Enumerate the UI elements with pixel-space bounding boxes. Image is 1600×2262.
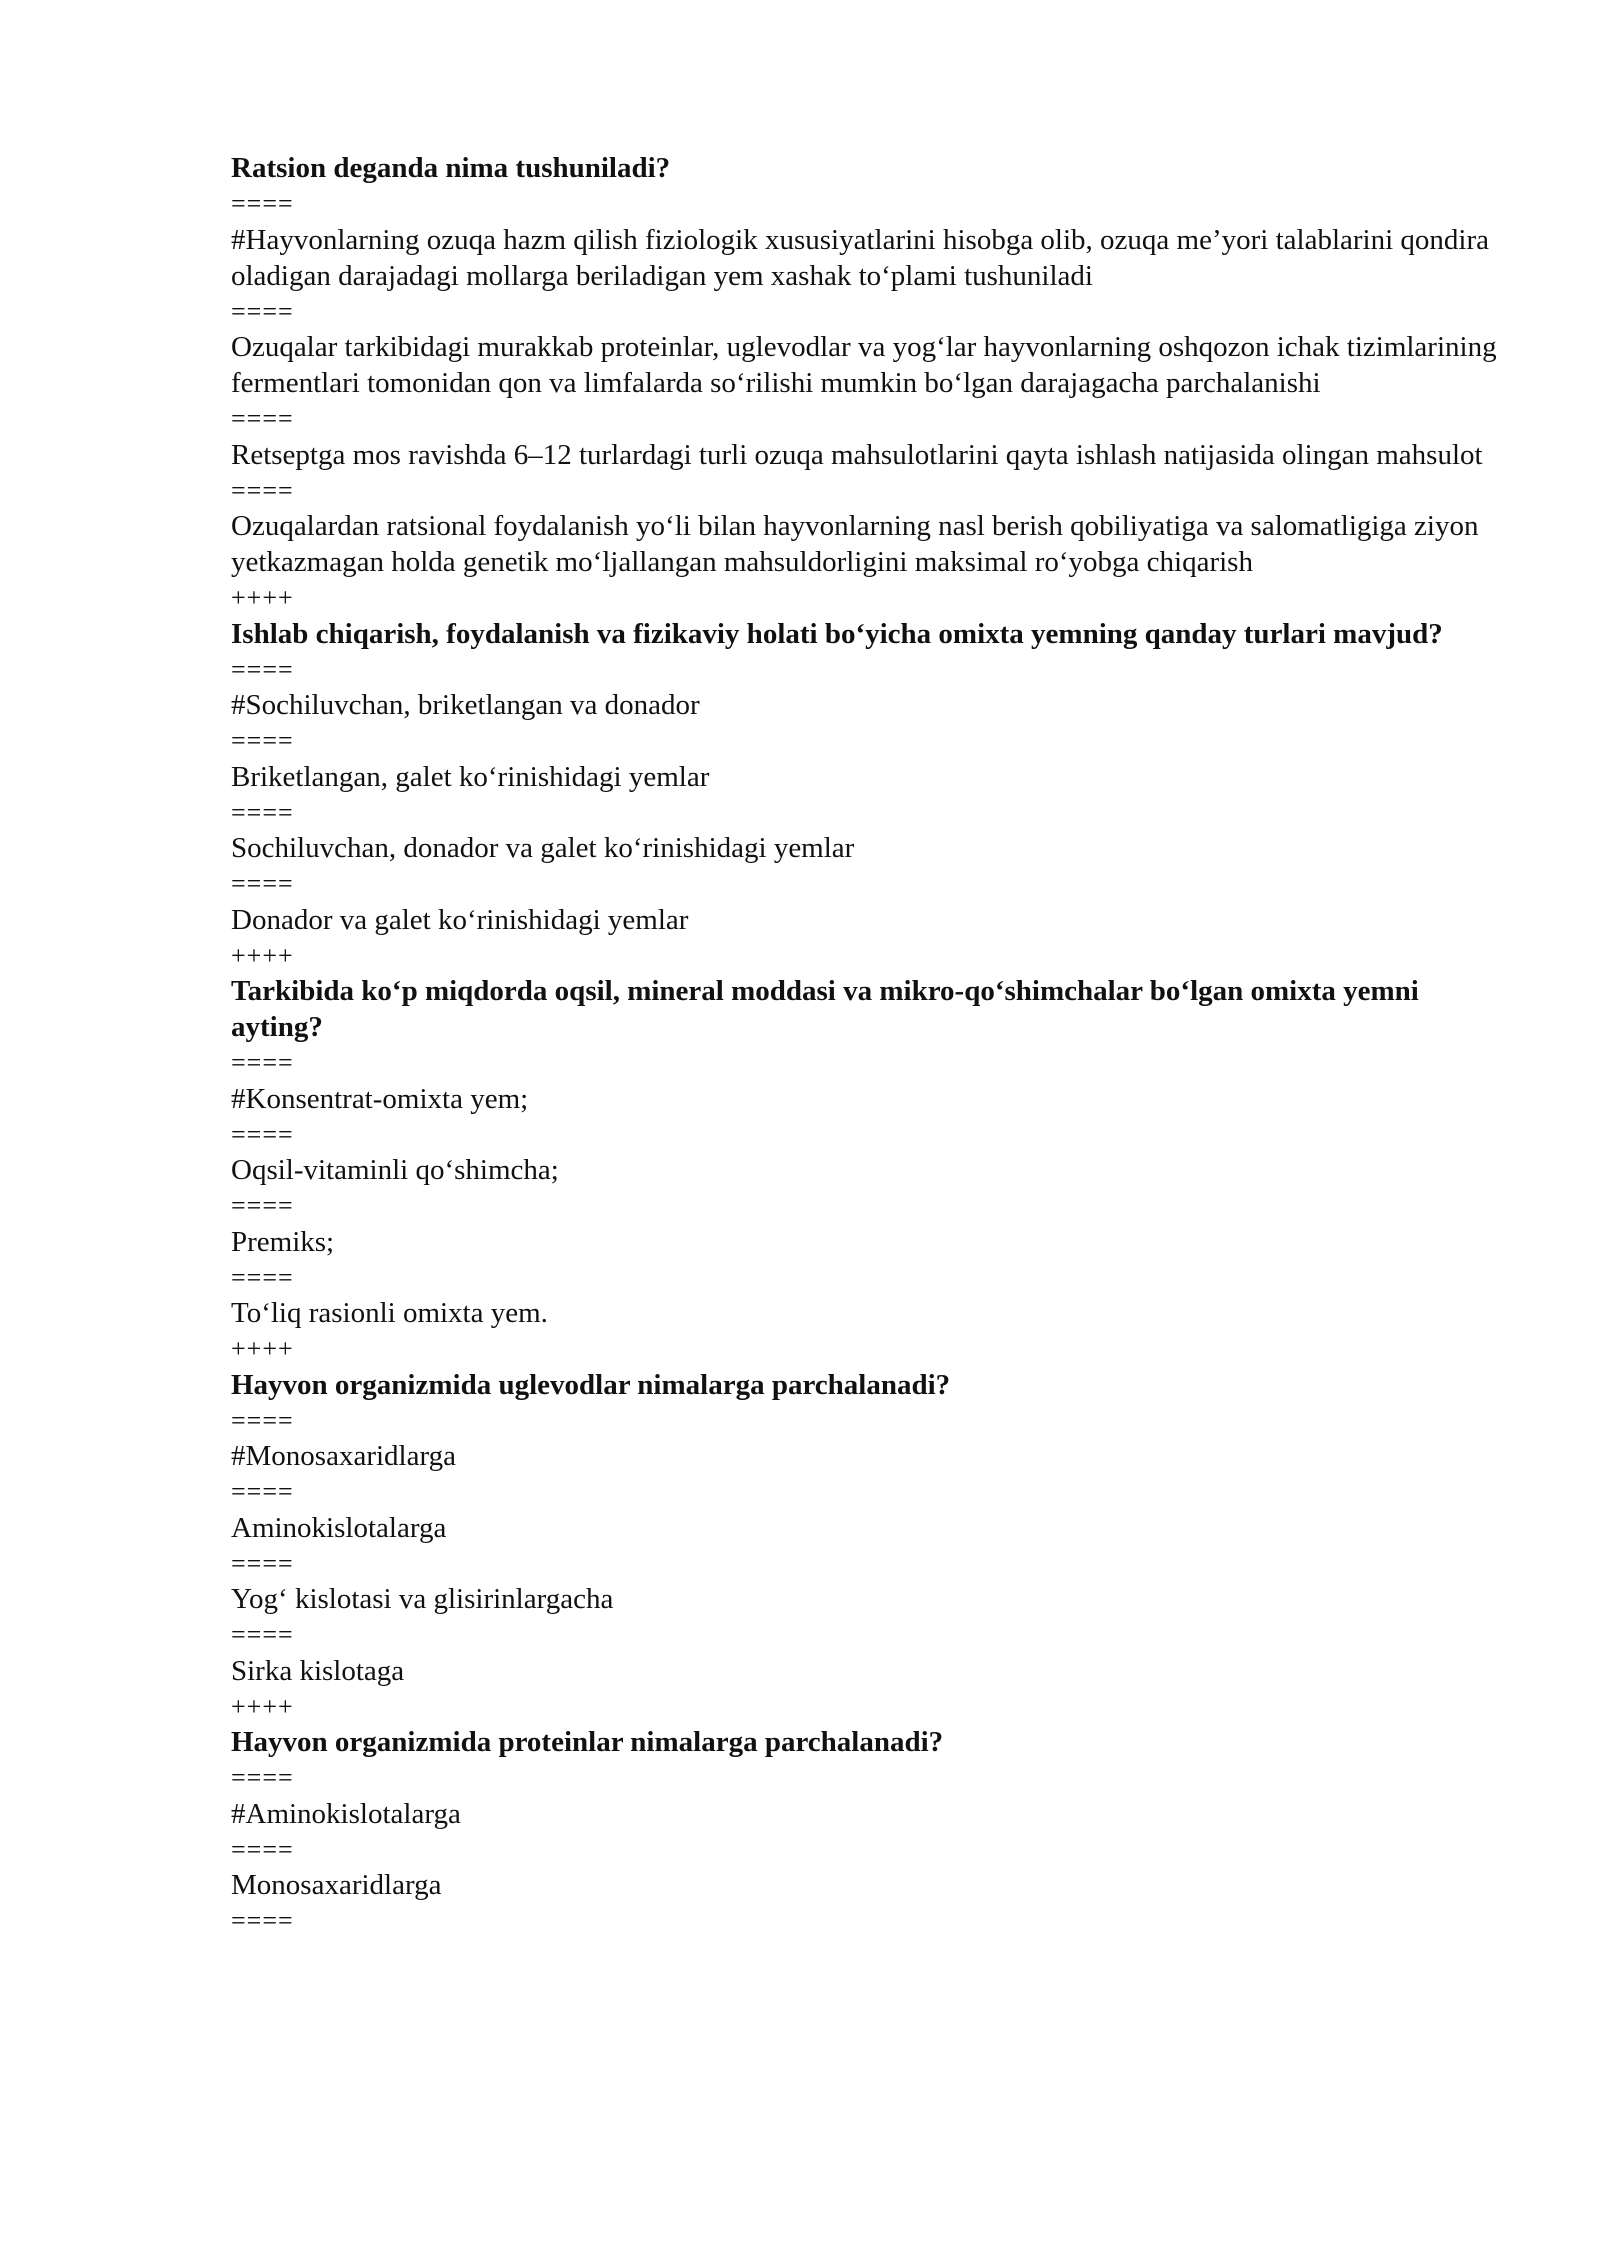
- separator-line: ++++: [231, 1691, 294, 1721]
- answer-option: Aminokislotalarga: [231, 1511, 447, 1544]
- separator-line: ====: [231, 296, 294, 326]
- separator-line: ====: [231, 1191, 294, 1220]
- separator-line: ====: [231, 1834, 294, 1864]
- answer-option: #Hayvonlarning ozuqa hazm qilish fiziologik xususiyatlarini hisobga olib, ozuqa me’yori talablarini qondira oladigan darajadagi mollarga beriladigan yem xashak to‘plami tushuniladi: [231, 223, 1489, 292]
- answer-option: Retseptga mos ravishda 6–12 turlardagi turli ozuqa mahsulotlarini qayta ishlash natijasida olingan mahsulot: [231, 438, 1483, 471]
- answer-option: Yog‘ kislotasi va glisirinlargacha: [231, 1583, 614, 1615]
- question-text: Ishlab chiqarish, foydalanish va fizikaviy holati bo‘yicha omixta yemning qanday turlari mavjud?: [231, 617, 1443, 650]
- separator-line: ====: [231, 869, 294, 898]
- question-text: Hayvon organizmida uglevodlar nimalarga parchalanadi?: [231, 1368, 951, 1401]
- separator-line: ====: [231, 1262, 294, 1292]
- answer-option: Oqsil-vitaminli qo‘shimcha;: [231, 1154, 559, 1186]
- separator-line: ====: [231, 404, 294, 433]
- separator-line: ====: [231, 1477, 294, 1506]
- separator-line: ++++: [231, 1334, 294, 1363]
- answer-option: Ozuqalardan ratsional foydalanish yo‘li bilan hayvonlarning nasl berish qobiliyatiga va salomatligiga ziyon yetkazmagan holda genetik mo‘ljallangan mahsuldorligini maksimal ro‘yobga chiqarish: [231, 510, 1479, 578]
- separator-line: ====: [231, 654, 294, 684]
- separator-line: ====: [231, 1906, 294, 1935]
- separator-line: ====: [231, 1548, 294, 1578]
- separator-line: ====: [231, 726, 294, 755]
- question-text: Tarkibida ko‘p miqdorda oqsil, mineral moddasi va mikro-qo‘shimchalar bo‘lgan omixta yemni ayting?: [231, 975, 1419, 1043]
- separator-line: ====: [231, 1048, 294, 1077]
- question-text: Ratsion deganda nima tushuniladi?: [231, 152, 671, 184]
- answer-option: Monosaxaridlarga: [231, 1869, 442, 1901]
- separator-line: ====: [231, 189, 294, 218]
- answer-option: #Konsentrat-omixta yem;: [231, 1082, 529, 1115]
- separator-line: ====: [231, 1119, 294, 1149]
- separator-line: ++++: [231, 583, 294, 612]
- separator-line: ====: [231, 1405, 294, 1435]
- separator-line: ====: [231, 1763, 294, 1792]
- answer-option: Sirka kislotaga: [231, 1654, 405, 1687]
- question-text: Hayvon organizmida proteinlar nimalarga parchalanadi?: [231, 1726, 944, 1758]
- answer-option: #Aminokislotalarga: [231, 1797, 461, 1830]
- answer-option: #Monosaxaridlarga: [231, 1440, 456, 1472]
- separator-line: ====: [231, 1620, 294, 1649]
- answer-option: Donador va galet ko‘rinishidagi yemlar: [231, 903, 689, 936]
- separator-line: ====: [231, 475, 294, 505]
- answer-option: To‘liq rasionli omixta yem.: [231, 1297, 548, 1329]
- separator-line: ++++: [231, 940, 294, 970]
- answer-option: Sochiluvchan, donador va galet ko‘rinishidagi yemlar: [231, 832, 855, 864]
- answer-option: Briketlangan, galet ko‘rinishidagi yemlar: [231, 760, 710, 793]
- answer-option: #Sochiluvchan, briketlangan va donador: [231, 689, 700, 721]
- document-body: [231, 150, 1511, 1939]
- answer-option: Ozuqalar tarkibidagi murakkab proteinlar, uglevodlar va yog‘lar hayvonlarning oshqozon ichak tizimlarining fermentlari tomonidan qon va limfalarda so‘rilishi mumkin bo‘lgan darajagacha parchalanishi: [231, 331, 1497, 399]
- answer-option: Premiks;: [231, 1225, 335, 1258]
- separator-line: ====: [231, 797, 294, 827]
